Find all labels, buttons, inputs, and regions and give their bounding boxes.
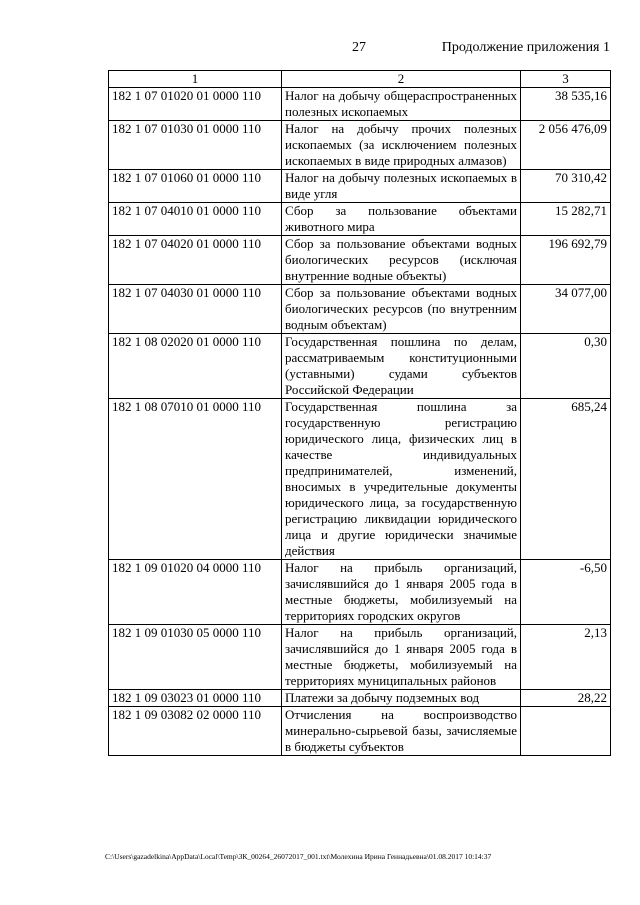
table-row	[109, 170, 611, 203]
revenue-amount: 38 535,16	[521, 88, 611, 121]
column-header: 3	[521, 71, 611, 88]
table-row	[109, 121, 611, 170]
table-body	[109, 88, 611, 756]
revenue-description: Налог на добычу прочих полезных ископаемых (за исключением полезных ископаемых в виде природных алмазов)	[282, 121, 521, 170]
revenue-description: Государственная пошлина за государственную регистрацию юридического лица, физических лиц в качестве индивидуальных предпринимателей, изменений, вносимых в учредительные документы юридического лица, за государственную регистрацию ликвидации юридического лица и другие юридически значимые действия	[282, 399, 521, 560]
revenue-description: Сбор за пользование объектами животного мира	[282, 203, 521, 236]
revenue-code: 182 1 09 03082 02 0000 110	[109, 707, 282, 756]
table-row	[109, 690, 611, 707]
revenue-description: Сбор за пользование объектами водных биологических ресурсов (исключая внутренние водные объекты)	[282, 236, 521, 285]
table-row	[109, 285, 611, 334]
revenue-description: Платежи за добычу подземных вод	[282, 690, 521, 707]
table-row	[109, 203, 611, 236]
revenue-amount	[521, 707, 611, 756]
revenue-amount: 2,13	[521, 625, 611, 690]
revenue-amount: 34 077,00	[521, 285, 611, 334]
revenue-amount: 28,22	[521, 690, 611, 707]
revenue-code: 182 1 07 04030 01 0000 110	[109, 285, 282, 334]
table-row	[109, 334, 611, 399]
budget-table	[108, 70, 611, 756]
revenue-code: 182 1 08 02020 01 0000 110	[109, 334, 282, 399]
revenue-description: Отчисления на воспроизводство минерально-сырьевой базы, зачисляемые в бюджеты субъектов	[282, 707, 521, 756]
revenue-description: Сбор за пользование объектами водных биологических ресурсов (по внутренним водным объектам)	[282, 285, 521, 334]
revenue-code: 182 1 07 04010 01 0000 110	[109, 203, 282, 236]
revenue-amount: -6,50	[521, 560, 611, 625]
revenue-amount: 0,30	[521, 334, 611, 399]
table-row	[109, 236, 611, 285]
table-row	[109, 560, 611, 625]
revenue-description: Налог на прибыль организаций, зачислявшийся до 1 января 2005 года в местные бюджеты, мобилизуемый на территориях городских округов	[282, 560, 521, 625]
revenue-description: Налог на добычу полезных ископаемых в виде угля	[282, 170, 521, 203]
column-header: 2	[282, 71, 521, 88]
table-row	[109, 707, 611, 756]
revenue-code: 182 1 07 04020 01 0000 110	[109, 236, 282, 285]
table-row	[109, 399, 611, 560]
revenue-code: 182 1 07 01030 01 0000 110	[109, 121, 282, 170]
revenue-code: 182 1 07 01060 01 0000 110	[109, 170, 282, 203]
table-row	[109, 88, 611, 121]
revenue-code: 182 1 09 01030 05 0000 110	[109, 625, 282, 690]
page-caption: Продолжение приложения 1	[441, 40, 610, 55]
revenue-code: 182 1 09 03023 01 0000 110	[109, 690, 282, 707]
revenue-amount: 196 692,79	[521, 236, 611, 285]
footer-file-path: C:\Users\gazadelkina\AppData\Local\Temp\ЗК_00264_26072017_001.txt\Молехина Ирина Геннадьевна\01.08.2017 10:14:37	[105, 852, 492, 861]
revenue-amount: 2 056 476,09	[521, 121, 611, 170]
revenue-description: Налог на прибыль организаций, зачислявшийся до 1 января 2005 года в местные бюджеты, мобилизуемый на территориях муниципальных районов	[282, 625, 521, 690]
revenue-code: 182 1 08 07010 01 0000 110	[109, 399, 282, 560]
page-number: 27	[352, 40, 366, 55]
revenue-description: Налог на добычу общераспространенных полезных ископаемых	[282, 88, 521, 121]
revenue-code: 182 1 07 01020 01 0000 110	[109, 88, 282, 121]
column-header: 1	[109, 71, 282, 88]
revenue-amount: 685,24	[521, 399, 611, 560]
table-header-row	[109, 71, 611, 88]
table-row	[109, 625, 611, 690]
revenue-description: Государственная пошлина по делам, рассматриваемым конституционными (уставными) судами субъектов Российской Федерации	[282, 334, 521, 399]
revenue-amount: 15 282,71	[521, 203, 611, 236]
revenue-code: 182 1 09 01020 04 0000 110	[109, 560, 282, 625]
revenue-amount: 70 310,42	[521, 170, 611, 203]
